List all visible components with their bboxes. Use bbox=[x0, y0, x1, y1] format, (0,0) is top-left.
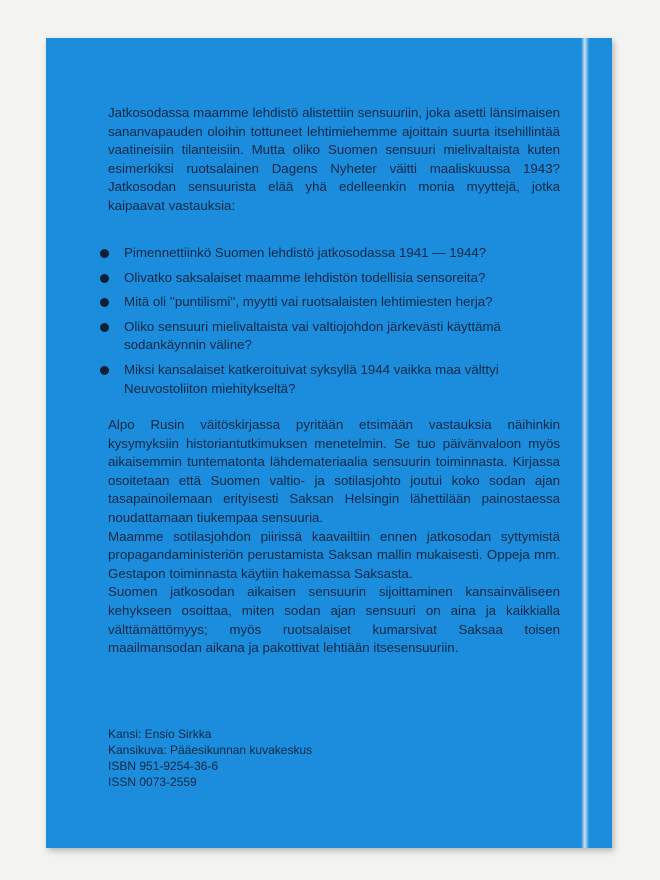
body-paragraph: Alpo Rusin väitöskirjassa pyritään etsimään vastauksia näihinkin kysymyksiin historiantutkimuksen menetelmin. Se tuo päivänvaloon myös aikaisemmin tuntematonta lähdemateriaalia sensuurin toiminnasta. Kirjassa osoitetaan että Suomen valtio- ja sotilasjohto joutui koko sodan ajan tasapainoilemaan erityisesti Saksan Helsingin lähettilään painostaessa noudattamaan tiukempaa sensuuria. bbox=[108, 417, 560, 525]
body-text bbox=[108, 416, 560, 658]
intro-paragraph: Jatkosodassa maamme lehdistö alistettiin sensuuriin, joka asetti länsimaisen sananvapauden oloihin tottuneet lehtimiehemme ajoittain suurta itsehillintää vaatineisiin tilanteisiin. Mutta oliko Suomen sensuuri mielivaltaista kuten esimerkiksi ruotsalainen Dagens Nyheter väitti maaliskuussa 1943? Jatkosodan sensuurista elää yhä edelleenkin monia myyttejä, jotka kaipaavat vastauksia: bbox=[108, 105, 560, 213]
list-item-text: Miksi kansalaiset katkeroituivat syksyllä 1944 vaikka maa välttyi Neuvostoliiton miehitykseltä? bbox=[124, 361, 499, 396]
page-edge bbox=[581, 38, 589, 848]
bullet-dot-icon bbox=[100, 366, 109, 375]
isbn: ISBN 951-9254-36-6 bbox=[108, 759, 219, 773]
list-item-text: Oliko sensuuri mielivaltaista vai valtiojohdon järkevästi käyttämä sodankäynnin väline? bbox=[124, 318, 501, 353]
list-item-text: Pimennettiinkö Suomen lehdistö jatkosodassa 1941 — 1944? bbox=[124, 245, 487, 260]
list-item bbox=[90, 361, 560, 398]
bullet-dot-icon bbox=[100, 274, 109, 283]
list-item bbox=[90, 318, 560, 355]
issn: ISSN 0073-2559 bbox=[108, 775, 197, 789]
list-item bbox=[90, 269, 560, 288]
list-item-text: Mitä oli ''puntilismi'', myytti vai ruotsalaisten lehtimiesten herja? bbox=[124, 294, 493, 310]
body-paragraph: Suomen jatkosodan aikaisen sensuurin sijoittaminen kansainväliseen kehykseen osoittaa, miten sodan ajan sensuuri on aina ja kaikkialla välttämättömyys; myös ruotsalaiset kumarsivat Saksaa toisen maailmansodan aikana ja pakottivat lehtiään itsesensuuriin. bbox=[108, 584, 560, 656]
bullet-dot-icon bbox=[100, 249, 109, 258]
cover-photo-credit: Kansikuva: Pääesikunnan kuvakeskus bbox=[108, 743, 313, 757]
cover-credit: Kansi: Ensio Sirkka bbox=[108, 727, 212, 741]
credits-block bbox=[108, 726, 312, 790]
list-item bbox=[90, 244, 560, 263]
list-item-text: Olivatko saksalaiset maamme lehdistön todellisia sensoreita? bbox=[124, 269, 486, 285]
body-paragraph: Maamme sotilasjohdon piirissä kaavailtiin ennen jatkosodan syttymistä propagandaministeriön perustamista Saksan mallin mukaisesti. Oppeja mm. Gestapon toiminnasta käytiin hakemassa Saksasta. bbox=[108, 528, 560, 581]
bullet-dot-icon bbox=[100, 323, 109, 332]
question-list bbox=[90, 244, 560, 404]
list-item bbox=[90, 293, 560, 312]
bullet-dot-icon bbox=[100, 298, 109, 307]
